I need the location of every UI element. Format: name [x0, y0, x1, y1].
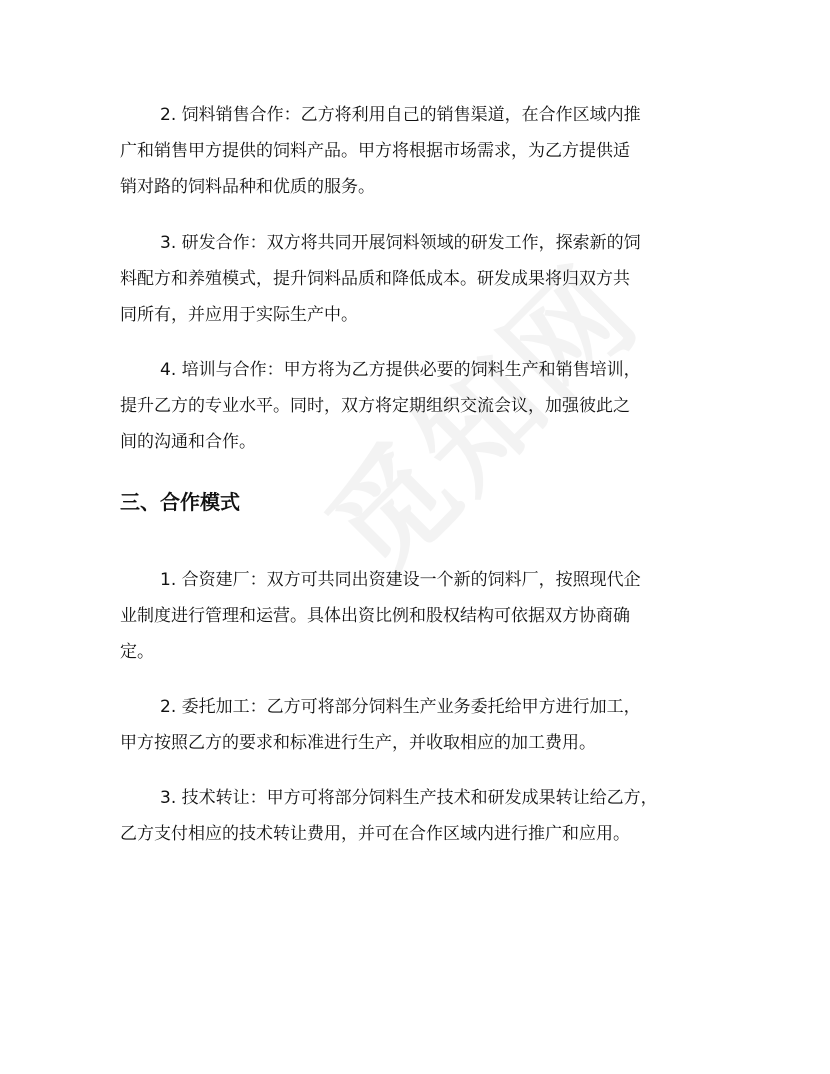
paragraph-line: 业制度进行管理和运营。具体出资比例和股权结构可依据双方协商确: [120, 606, 630, 626]
paragraph-line: 广和销售甲方提供的饲料产品。甲方将根据市场需求，为乙方提供适: [120, 141, 630, 161]
paragraph-line: 3. 研发合作：双方将共同开展饲料领域的研发工作，探索新的饲: [160, 233, 641, 253]
paragraph-line: 1. 合资建厂：双方可共同出资建设一个新的饲料厂，按照现代企: [160, 570, 641, 590]
paragraph-technology-transfer: [120, 780, 710, 852]
paragraph-line: 间的沟通和合作。: [120, 432, 256, 452]
paragraph-line: 同所有，并应用于实际生产中。: [120, 305, 358, 325]
paragraph-joint-venture: [120, 562, 710, 670]
paragraph-line: 料配方和养殖模式，提升饲料品质和降低成本。研发成果将归双方共: [120, 269, 630, 289]
paragraph-line: 4. 培训与合作：甲方将为乙方提供必要的饲料生产和销售培训，: [160, 360, 641, 380]
paragraph-contract-processing: [120, 689, 710, 761]
paragraph-rd-cooperation: [120, 225, 710, 333]
paragraph-line: 甲方按照乙方的要求和标准进行生产，并收取相应的加工费用。: [120, 733, 596, 753]
paragraph-line: 2. 委托加工：乙方可将部分饲料生产业务委托给甲方进行加工，: [160, 697, 641, 717]
paragraph-line: 3. 技术转让：甲方可将部分饲料生产技术和研发成果转让给乙方，: [160, 788, 658, 808]
paragraph-line: 2. 饲料销售合作：乙方将利用自己的销售渠道，在合作区域内推: [160, 105, 641, 125]
paragraph-line: 提升乙方的专业水平。同时，双方将定期组织交流会议，加强彼此之: [120, 396, 630, 416]
paragraph-line: 乙方支付相应的技术转让费用，并可在合作区域内进行推广和应用。: [120, 824, 630, 844]
paragraph-feed-sales-cooperation: [120, 97, 710, 205]
paragraph-line: 定。: [120, 642, 154, 662]
section-heading-cooperation-mode: 三、合作模式: [120, 490, 240, 514]
paragraph-line: 销对路的饲料品种和优质的服务。: [120, 177, 375, 197]
paragraph-training-cooperation: [120, 352, 710, 460]
